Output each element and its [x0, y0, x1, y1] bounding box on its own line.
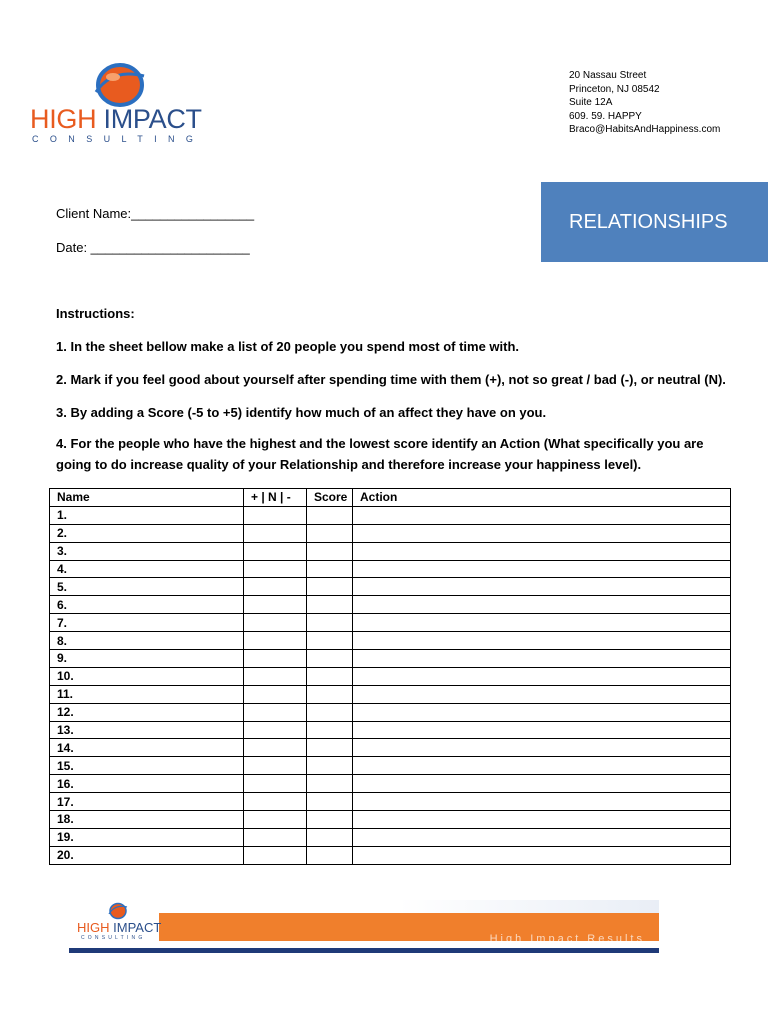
instruction-item: 1. In the sheet bellow make a list of 20 people you spend most of time with.: [56, 339, 520, 354]
row-name-cell[interactable]: 17.: [50, 793, 244, 811]
row-rating-cell[interactable]: [244, 757, 307, 775]
row-rating-cell[interactable]: [244, 542, 307, 560]
footer-logo-wordmark: HIGH IMPACT: [77, 920, 162, 935]
table-row: [50, 578, 731, 596]
row-rating-cell[interactable]: [244, 828, 307, 846]
table-row: [50, 685, 731, 703]
row-score-cell[interactable]: [307, 793, 353, 811]
footer-fade-band: [399, 900, 659, 913]
footer-orange-strip: [159, 913, 659, 945]
address-phone: 609. 59. HAPPY: [569, 110, 642, 122]
row-rating-cell[interactable]: [244, 721, 307, 739]
row-score-cell[interactable]: [307, 828, 353, 846]
footer-tagline: High Impact Results: [489, 933, 645, 945]
row-name-cell[interactable]: 11.: [50, 685, 244, 703]
row-score-cell[interactable]: [307, 757, 353, 775]
address-city: Princeton, NJ 08542: [569, 83, 660, 95]
row-rating-cell[interactable]: [244, 560, 307, 578]
address-email: Braco@HabitsAndHappiness.com: [569, 124, 721, 136]
globe-swirl-icon: [82, 62, 158, 108]
table-row: [50, 524, 731, 542]
row-action-cell[interactable]: [353, 667, 731, 685]
column-header-action: Action: [353, 489, 731, 507]
footer-rule: [69, 948, 659, 953]
row-action-cell[interactable]: [353, 614, 731, 632]
contact-address: [569, 69, 720, 137]
address-street: 20 Nassau Street: [569, 70, 647, 81]
row-score-cell[interactable]: [307, 578, 353, 596]
row-rating-cell[interactable]: [244, 739, 307, 757]
row-rating-cell[interactable]: [244, 775, 307, 793]
table-row: [50, 596, 731, 614]
footer-logo-subtitle: CONSULTING: [81, 935, 146, 941]
row-action-cell[interactable]: [353, 542, 731, 560]
row-name-cell[interactable]: 20.: [50, 846, 244, 864]
table-row: [50, 667, 731, 685]
row-name-cell[interactable]: 7.: [50, 614, 244, 632]
row-action-cell[interactable]: [353, 506, 731, 524]
row-rating-cell[interactable]: [244, 506, 307, 524]
column-header-name: Name: [50, 489, 244, 507]
row-score-cell[interactable]: [307, 596, 353, 614]
row-rating-cell[interactable]: [244, 811, 307, 829]
instruction-item: 2. Mark if you feel good about yourself after spending time with them (+), not so great / bad (-), or neutral (N).: [56, 372, 726, 387]
instruction-item: 3. By adding a Score (-5 to +5) identify how much of an affect they have on you.: [56, 405, 547, 420]
row-rating-cell[interactable]: [244, 614, 307, 632]
row-rating-cell[interactable]: [244, 596, 307, 614]
instruction-item: 4. For the people who have the highest and the lowest score identify an Action (What specifically you are going to do increase quality of your Relationship and therefore increase your happiness level).: [56, 436, 704, 472]
row-action-cell[interactable]: [353, 757, 731, 775]
table-row: [50, 811, 731, 829]
row-score-cell[interactable]: [307, 721, 353, 739]
row-action-cell[interactable]: [353, 650, 731, 668]
row-action-cell[interactable]: [353, 685, 731, 703]
row-name-cell[interactable]: 6.: [50, 596, 244, 614]
table-row: [50, 739, 731, 757]
table-row: [50, 721, 731, 739]
logo-wordmark: HIGH IMPACT: [30, 104, 202, 134]
table-row: [50, 846, 731, 864]
row-score-cell[interactable]: [307, 632, 353, 650]
row-score-cell[interactable]: [307, 667, 353, 685]
date-field[interactable]: Date: ______________________: [56, 240, 250, 255]
row-action-cell[interactable]: [353, 828, 731, 846]
row-action-cell[interactable]: [353, 632, 731, 650]
row-rating-cell[interactable]: [244, 703, 307, 721]
row-action-cell[interactable]: [353, 596, 731, 614]
row-score-cell[interactable]: [307, 811, 353, 829]
row-name-cell[interactable]: 5.: [50, 578, 244, 596]
logo-subtitle: CONSULTING: [32, 134, 205, 144]
row-score-cell[interactable]: [307, 846, 353, 864]
row-action-cell[interactable]: [353, 811, 731, 829]
row-score-cell[interactable]: [307, 739, 353, 757]
row-score-cell[interactable]: [307, 703, 353, 721]
table-row: [50, 632, 731, 650]
table-row: [50, 506, 731, 524]
row-name-cell[interactable]: 15.: [50, 757, 244, 775]
row-name-cell[interactable]: 1.: [50, 506, 244, 524]
address-suite: Suite 12A: [569, 97, 613, 109]
table-header-row: [50, 489, 731, 507]
row-name-cell[interactable]: 2.: [50, 524, 244, 542]
globe-swirl-icon: [105, 902, 131, 920]
row-rating-cell[interactable]: [244, 578, 307, 596]
column-header-score: Score: [307, 489, 353, 507]
row-action-cell[interactable]: [353, 775, 731, 793]
row-rating-cell[interactable]: [244, 846, 307, 864]
table-row: [50, 775, 731, 793]
footer-logo: [77, 902, 161, 946]
row-rating-cell[interactable]: [244, 524, 307, 542]
company-logo: [30, 60, 205, 150]
client-name-field[interactable]: Client Name:_________________: [56, 206, 255, 221]
row-name-cell[interactable]: 10.: [50, 667, 244, 685]
row-name-cell[interactable]: 13.: [50, 721, 244, 739]
row-score-cell[interactable]: [307, 524, 353, 542]
table-row: [50, 757, 731, 775]
row-rating-cell[interactable]: [244, 793, 307, 811]
row-action-cell[interactable]: [353, 703, 731, 721]
row-action-cell[interactable]: [353, 739, 731, 757]
row-rating-cell[interactable]: [244, 667, 307, 685]
row-action-cell[interactable]: [353, 524, 731, 542]
row-name-cell[interactable]: 16.: [50, 775, 244, 793]
table-row: [50, 614, 731, 632]
row-name-cell[interactable]: 9.: [50, 650, 244, 668]
row-name-cell[interactable]: 14.: [50, 739, 244, 757]
row-name-cell[interactable]: 12.: [50, 703, 244, 721]
row-score-cell[interactable]: [307, 542, 353, 560]
row-score-cell[interactable]: [307, 775, 353, 793]
row-name-cell[interactable]: 8.: [50, 632, 244, 650]
row-action-cell[interactable]: [353, 846, 731, 864]
row-name-cell[interactable]: 19.: [50, 828, 244, 846]
row-rating-cell[interactable]: [244, 650, 307, 668]
row-rating-cell[interactable]: [244, 632, 307, 650]
relationships-worksheet-table: [49, 488, 731, 865]
row-score-cell[interactable]: [307, 685, 353, 703]
table-row: [50, 828, 731, 846]
row-score-cell[interactable]: [307, 506, 353, 524]
table-row: [50, 793, 731, 811]
row-action-cell[interactable]: [353, 721, 731, 739]
instructions-heading: Instructions:: [56, 306, 135, 321]
page-footer: [69, 898, 659, 956]
table-row: [50, 650, 731, 668]
row-action-cell[interactable]: [353, 793, 731, 811]
table-row: [50, 542, 731, 560]
table-row: [50, 703, 731, 721]
row-rating-cell[interactable]: [244, 685, 307, 703]
column-header-rating: + | N | -: [244, 489, 307, 507]
row-name-cell[interactable]: 3.: [50, 542, 244, 560]
row-action-cell[interactable]: [353, 560, 731, 578]
row-action-cell[interactable]: [353, 578, 731, 596]
page-title-banner: RELATIONSHIPS: [541, 182, 768, 262]
row-score-cell[interactable]: [307, 614, 353, 632]
row-score-cell[interactable]: [307, 650, 353, 668]
row-score-cell[interactable]: [307, 560, 353, 578]
row-name-cell[interactable]: 18.: [50, 811, 244, 829]
row-name-cell[interactable]: 4.: [50, 560, 244, 578]
table-row: [50, 560, 731, 578]
